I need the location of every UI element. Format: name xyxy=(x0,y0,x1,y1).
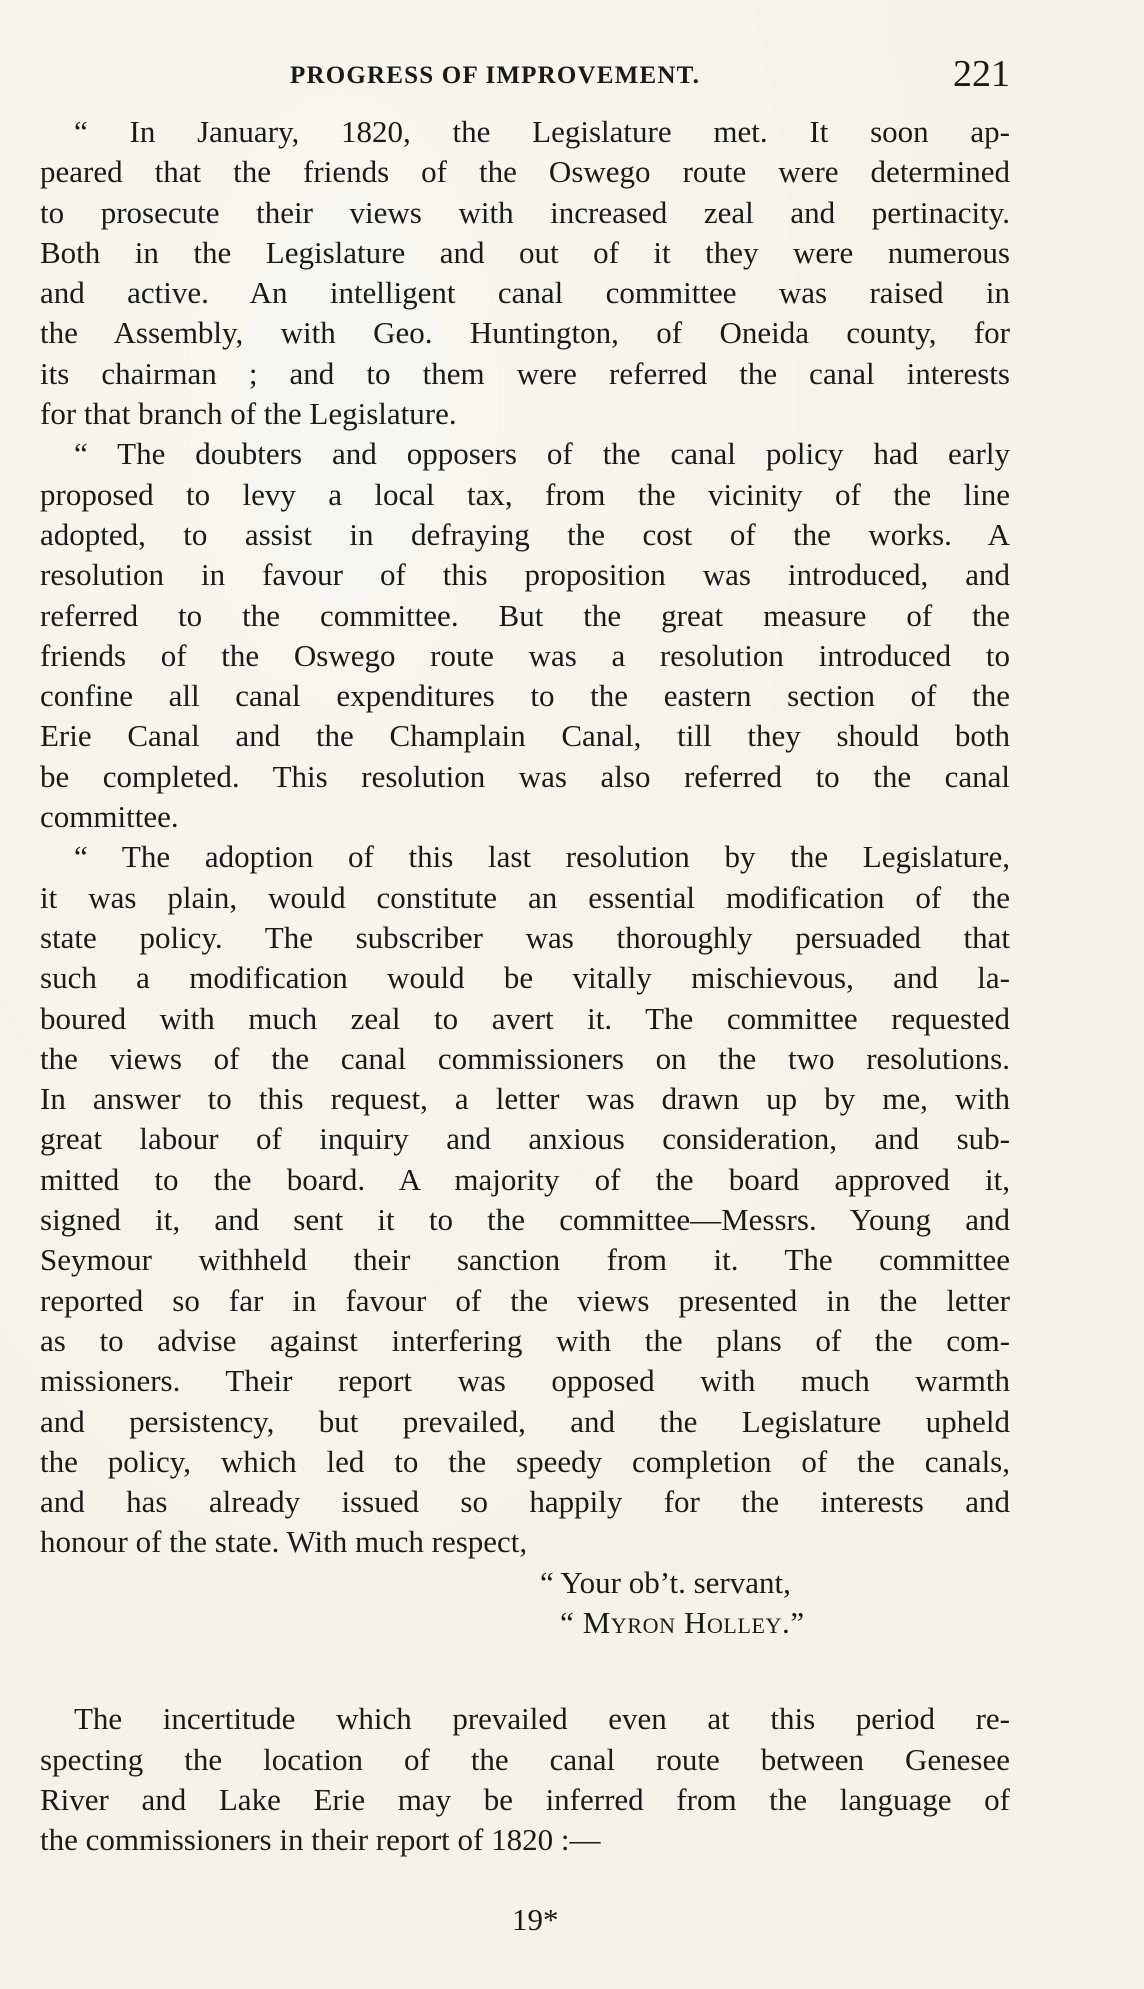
text-line: committee. xyxy=(40,799,179,835)
text-line: adopted, to assist in defraying the cost of the works. A xyxy=(40,516,1010,552)
text-line: resolution in favour of this proposition was introduced, and xyxy=(40,557,1010,593)
text-line: missioners. Their report was opposed with much warmth xyxy=(40,1363,1010,1399)
running-head xyxy=(290,52,1010,102)
text-line: the Assembly, with Geo. Huntington, of Oneida county, for xyxy=(40,315,1010,351)
text-line: “ The adoption of this last resolution by the Legislature, xyxy=(74,839,1010,875)
body-text xyxy=(40,112,1010,1860)
text-line: Erie Canal and the Champlain Canal, till they should both xyxy=(40,718,1010,754)
text-line: its chairman ; and to them were referred the canal interests xyxy=(40,355,1010,391)
text-line: and has already issued so happily for the interests and xyxy=(40,1484,1010,1520)
text-line: reported so far in favour of the views presented in the letter xyxy=(40,1282,1010,1318)
text-line: signed it, and sent it to the committee—Messrs. Young and xyxy=(40,1202,1010,1238)
text-line: and persistency, but prevailed, and the Legislature upheld xyxy=(40,1403,1010,1439)
text-line: such a modification would be vitally mischievous, and la- xyxy=(40,960,1010,996)
text-line: The incertitude which prevailed even at this period re- xyxy=(74,1701,1010,1737)
text-line: In answer to this request, a letter was drawn up by me, with xyxy=(40,1081,1010,1117)
text-line: “ In January, 1820, the Legislature met. It soon ap- xyxy=(74,114,1010,149)
text-line: peared that the friends of the Oswego route were determined xyxy=(40,154,1010,190)
text-line: confine all canal expenditures to the eastern section of the xyxy=(40,678,1010,714)
text-line: honour of the state. With much respect, xyxy=(40,1524,528,1560)
text-line: for that branch of the Legislature. xyxy=(40,396,457,432)
text-line: Both in the Legislature and out of it they were numerous xyxy=(40,234,1010,270)
text-line: and active. An intelligent canal committee was raised in xyxy=(40,275,1010,311)
text-line: Seymour withheld their sanction from it. The committee xyxy=(40,1242,1010,1278)
text-line: the views of the canal commissioners on the two resolutions. xyxy=(40,1040,1010,1076)
signature-mark: 19* xyxy=(512,1902,559,1937)
paragraph-gap xyxy=(40,1643,1010,1699)
closing-paragraph xyxy=(40,1699,1010,1860)
text-line: “ The doubters and opposers of the canal policy had early xyxy=(74,436,1010,472)
text-line: the commissioners in their report of 1820 :— xyxy=(40,1822,601,1858)
text-line: specting the location of the canal route between Genesee xyxy=(40,1741,1010,1777)
text-line: to prosecute their views with increased zeal and pertinacity. xyxy=(40,194,1010,230)
text-line: as to advise against interfering with the plans of the com- xyxy=(40,1322,1010,1358)
text-line: mitted to the board. A majority of the board approved it, xyxy=(40,1161,1010,1197)
text-line: proposed to levy a local tax, from the vicinity of the line xyxy=(40,476,1010,512)
text-line: referred to the committee. But the great measure of the xyxy=(40,597,1010,633)
text-line: boured with much zeal to avert it. The committee requested xyxy=(40,1000,1010,1036)
page-number: 221 xyxy=(953,53,1010,95)
letter-closing: “ Your ob’t. servant, xyxy=(540,1564,791,1600)
text-line: it was plain, would constitute an essential modification of the xyxy=(40,879,1010,915)
text-line: great labour of inquiry and anxious consideration, and sub- xyxy=(40,1121,1010,1157)
running-title: PROGRESS OF IMPROVEMENT. xyxy=(290,62,701,89)
text-line: the policy, which led to the speedy completion of the canals, xyxy=(40,1443,1010,1479)
text-line: be completed. This resolution was also referred to the canal xyxy=(40,758,1010,794)
text-line: friends of the Oswego route was a resolution introduced to xyxy=(40,637,1010,673)
text-line: River and Lake Erie may be inferred from the language of xyxy=(40,1781,1010,1817)
text-line: state policy. The subscriber was thoroughly persuaded that xyxy=(40,919,1010,955)
letter-signature: “ Myron Holley.” xyxy=(560,1604,805,1640)
